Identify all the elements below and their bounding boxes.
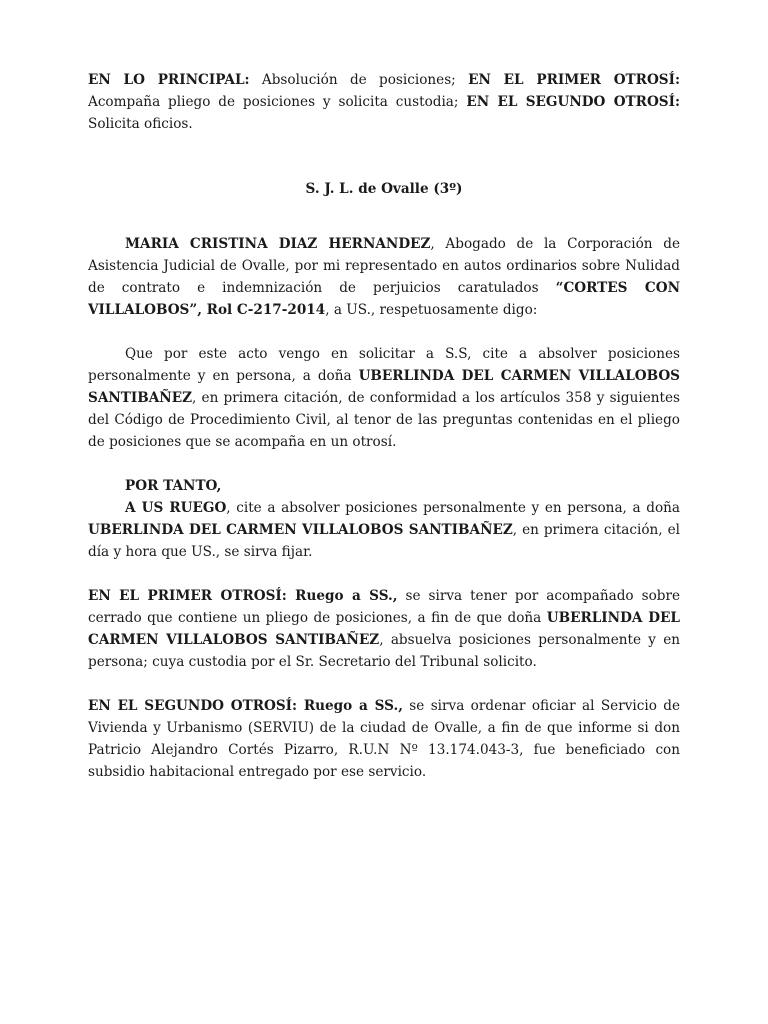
otrosi2-text: Solicita oficios. xyxy=(88,116,193,132)
request-paragraph xyxy=(88,343,680,453)
conclusion-text-1: , cite a absolver posiciones personalmente y en persona, a doña xyxy=(226,500,680,516)
court-heading xyxy=(88,178,680,200)
primer-otrosi-label: EN EL PRIMER OTROSÍ: Ruego a SS., xyxy=(88,588,398,604)
summary-paragraph xyxy=(88,69,680,135)
primer-otrosi-text-1: se sirva tener por acompañado sobre cerrado que contiene un pliego de posiciones, a fin de que doña xyxy=(88,588,680,626)
principal-label: EN LO PRINCIPAL: xyxy=(88,72,250,88)
por-tanto-line xyxy=(88,475,680,497)
request-person: UBERLINDA DEL CARMEN VILLALOBOS SANTIBAÑEZ xyxy=(88,368,680,406)
segundo-otrosi-label: EN EL SEGUNDO OTROSÍ: Ruego a SS., xyxy=(88,698,403,714)
primer-otrosi-text-2: , absuelva posiciones personalmente y en persona; cuya custodia por el Sr. Secretario del Tribunal solicito. xyxy=(88,632,681,670)
otrosi1-label: EN EL PRIMER OTROSÍ: xyxy=(468,72,680,88)
intro-text-2: , a US., respetuosamente digo: xyxy=(325,302,538,318)
principal-text: Absolución de posiciones; xyxy=(249,72,469,88)
ruego-label: A US RUEGO xyxy=(125,500,227,516)
case-name: “CORTES CON VILLALOBOS”, Rol C-217-2014 xyxy=(88,280,680,318)
por-tanto-label: POR TANTO, xyxy=(125,478,222,494)
document-body xyxy=(88,69,680,783)
segundo-otrosi-text: se sirva ordenar oficiar al Servicio de Vivienda y Urbanismo (SERVIU) de la ciudad de Ovalle, a fin de que informe si don Patricio Alejandro Cortés Pizarro, R.U.N Nº 13.174.043-3, fue beneficiado con subsidio habitacional entregado por ese servicio. xyxy=(88,698,681,780)
request-text-2: , en primera citación, de conformidad a los artículos 358 y siguientes del Código de Procedimiento Civil, al tenor de las preguntas contenidas en el pliego de posiciones que se acompaña en un otrosí. xyxy=(88,390,680,450)
intro-text-1: , Abogado de la Corporación de Asistencia Judicial de Ovalle, por mi representado en autos ordinarios sobre Nulidad de contrato e indemnización de perjuicios caratulados xyxy=(88,236,680,296)
court-title: S. J. L. de Ovalle (3º) xyxy=(305,181,463,197)
segundo-otrosi-paragraph xyxy=(88,695,680,783)
otrosi1-text: Acompaña pliego de posiciones y solicita custodia; xyxy=(88,94,467,110)
conclusion-text-2: , en primera citación, el día y hora que US., se sirva fijar. xyxy=(88,522,680,560)
otrosi2-label: EN EL SEGUNDO OTROSÍ: xyxy=(466,94,680,110)
lawyer-name: MARIA CRISTINA DIAZ HERNANDEZ xyxy=(125,236,431,252)
intro-paragraph xyxy=(88,233,680,321)
primer-otrosi-person: UBERLINDA DEL CARMEN VILLALOBOS SANTIBAÑEZ xyxy=(88,610,680,648)
request-text-1: Que por este acto vengo en solicitar a S.S, cite a absolver posiciones personalmente y en persona, a doña xyxy=(88,346,680,384)
conclusion-person: UBERLINDA DEL CARMEN VILLALOBOS SANTIBAÑEZ xyxy=(88,522,513,538)
primer-otrosi-paragraph xyxy=(88,585,680,673)
conclusion-paragraph xyxy=(88,497,680,563)
